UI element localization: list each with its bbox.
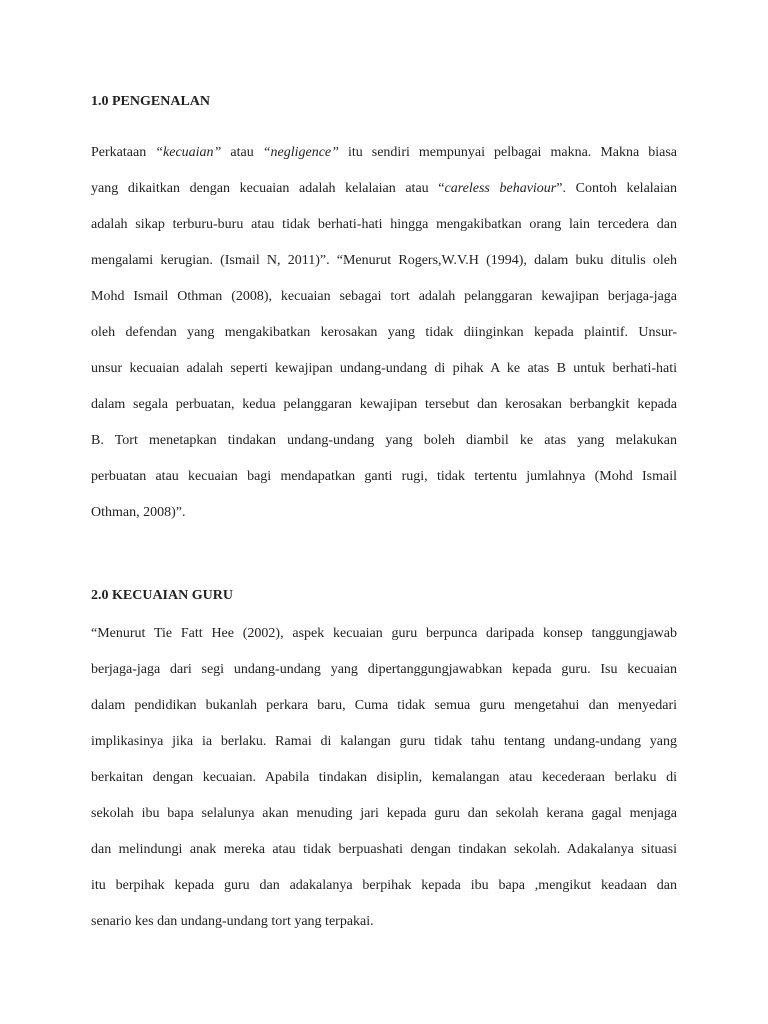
text-run: atau xyxy=(221,145,263,160)
text-run: perbuatan atau kecuaian bagi mendapatkan ganti rugi, tidak tertentu jumlahnya (Mohd Ismail xyxy=(91,469,677,484)
text-run: dan melindungi anak mereka atau tidak berpuashati dengan tindakan sekolah. Adakalanya situasi xyxy=(91,842,677,857)
text-line xyxy=(91,171,677,207)
text-run: Perkataan xyxy=(91,145,156,160)
text-run: “Menurut Tie Fatt Hee (2002), aspek kecuaian guru berpunca daripada konsep tanggungjawab xyxy=(91,626,677,641)
text-run: sekolah ibu bapa selalunya akan menuding jari kepada guru dan sekolah kerana gagal menjaga xyxy=(91,806,677,821)
text-run: dalam segala perbuatan, kedua pelanggaran kewajipan tersebut dan kerosakan berbangkit kepada xyxy=(91,397,677,412)
text-line xyxy=(91,279,677,315)
section-heading-pengenalan: 1.0 PENGENALAN xyxy=(91,94,211,109)
text-run: oleh defendan yang mengakibatkan kerosakan yang tidak diinginkan kepada plaintif. Unsur- xyxy=(91,325,677,340)
text-run: unsur kecuaian adalah seperti kewajipan undang-undang di pihak A ke atas B untuk berhati-hati xyxy=(91,361,677,376)
text-run: B. Tort menetapkan tindakan undang-undang yang boleh diambil ke atas yang melakukan xyxy=(91,433,677,448)
text-run: itu sendiri mempunyai pelbagai makna. Makna biasa xyxy=(338,145,677,160)
text-line xyxy=(91,760,677,796)
italic-text-run: careless behaviour xyxy=(444,181,557,196)
text-line xyxy=(91,868,677,904)
italic-text-run: “negligence” xyxy=(262,145,339,160)
text-line xyxy=(91,904,677,940)
text-run: dalam pendidikan bukanlah perkara baru, Cuma tidak semua guru mengetahui dan menyedari xyxy=(91,698,677,713)
text-run: senario kes dan undang-undang tort yang terpakai. xyxy=(91,914,374,929)
text-line xyxy=(91,724,677,760)
text-line xyxy=(91,243,677,279)
text-line xyxy=(91,459,677,495)
text-line xyxy=(91,796,677,832)
text-run: mengalami kerugian. (Ismail N, 2011)”. “Menurut Rogers,W.V.H (1994), dalam buku ditulis oleh xyxy=(91,253,677,268)
section-heading-kecuaian-guru: 2.0 KECUAIAN GURU xyxy=(91,588,233,603)
text-run: yang dikaitkan dengan kecuaian adalah kelalaian atau “ xyxy=(91,181,445,196)
text-line xyxy=(91,387,677,423)
text-run: Mohd Ismail Othman (2008), kecuaian sebagai tort adalah pelanggaran kewajipan berjaga-jaga xyxy=(91,289,677,304)
text-run: berjaga-jaga dari segi undang-undang yang dipertanggungjawabkan kepada guru. Isu kecuaian xyxy=(91,662,677,677)
text-line xyxy=(91,495,677,531)
text-run: berkaitan dengan kecuaian. Apabila tindakan disiplin, kemalangan atau kecederaan berlaku di xyxy=(91,770,677,785)
paragraph-kecuaian-guru xyxy=(91,616,677,940)
text-run: adalah sikap terburu-buru atau tidak berhati-hati hingga mengakibatkan orang lain tercedera dan xyxy=(91,217,677,232)
text-run: implikasinya jika ia berlaku. Ramai di kalangan guru tidak tahu tentang undang-undang yang xyxy=(91,734,677,749)
text-line xyxy=(91,688,677,724)
text-line xyxy=(91,315,677,351)
text-line xyxy=(91,351,677,387)
paragraph-pengenalan xyxy=(91,135,677,531)
text-line xyxy=(91,135,677,171)
text-line xyxy=(91,832,677,868)
text-run: ”. Contoh kelalaian xyxy=(556,181,677,196)
text-run: Othman, 2008)”. xyxy=(91,505,186,520)
text-line xyxy=(91,652,677,688)
text-line xyxy=(91,207,677,243)
text-line xyxy=(91,423,677,459)
text-run: itu berpihak kepada guru dan adakalanya berpihak kepada ibu bapa ,mengikut keadaan dan xyxy=(91,878,677,893)
text-line xyxy=(91,616,677,652)
italic-text-run: “kecuaian” xyxy=(155,145,222,160)
